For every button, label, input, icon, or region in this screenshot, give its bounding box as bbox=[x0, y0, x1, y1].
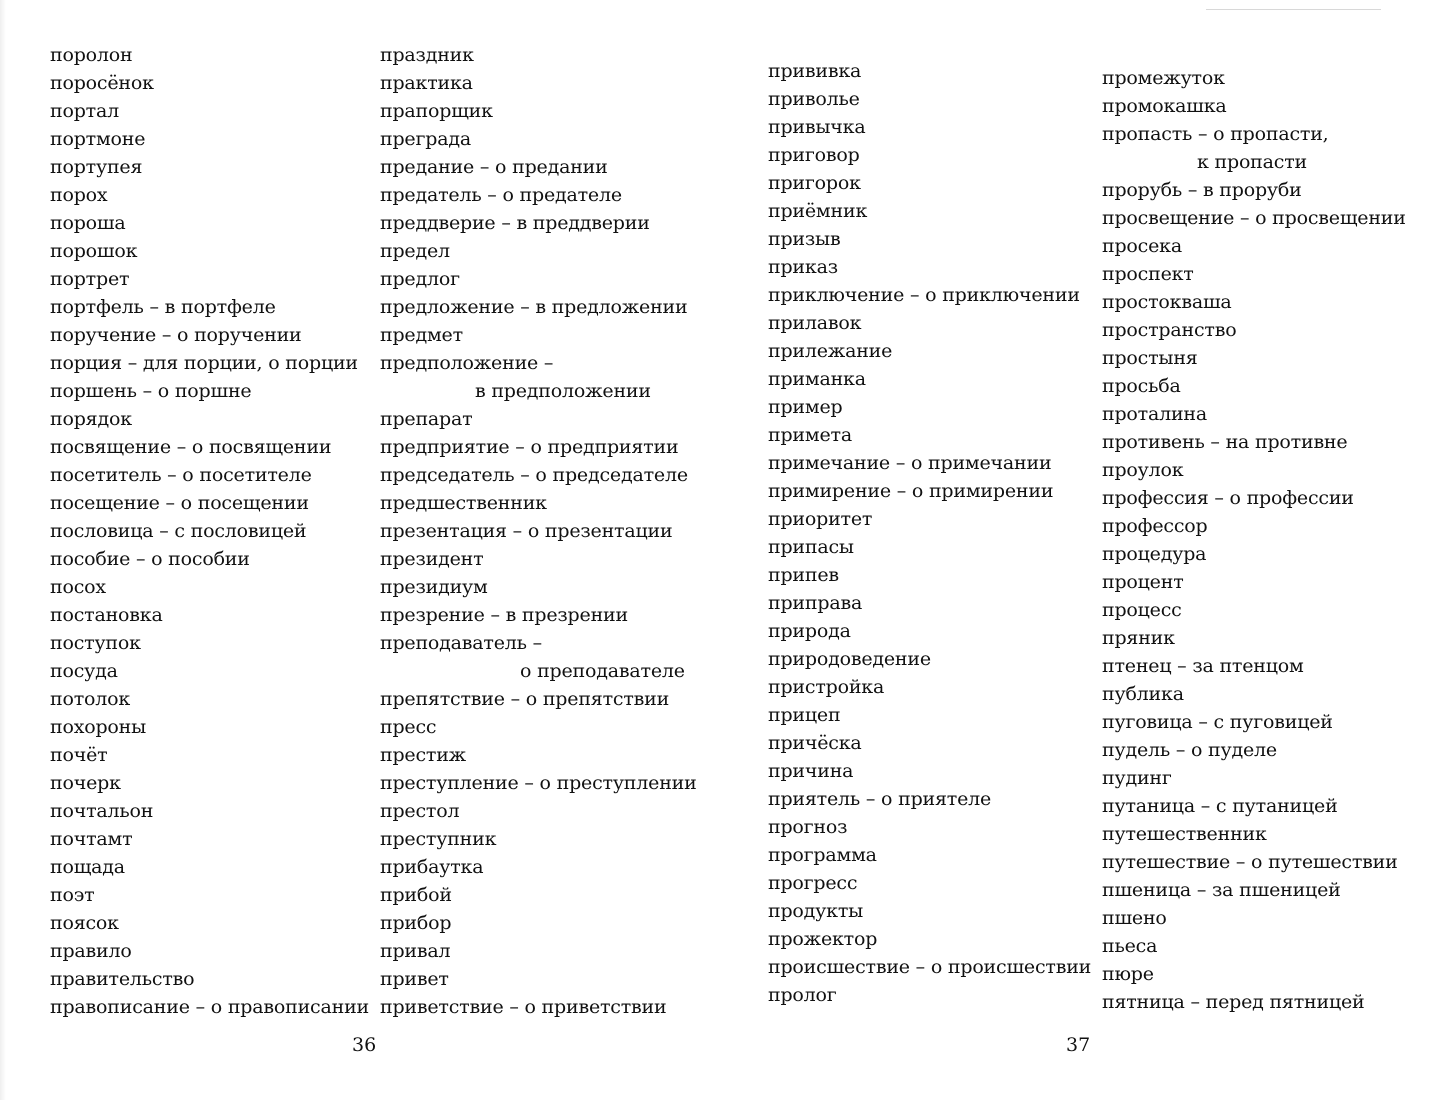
word-entry: председатель – о председателе bbox=[380, 464, 688, 486]
word-entry: путаница – с путаницей bbox=[1102, 795, 1338, 817]
word-entry: приветствие – о приветствии bbox=[380, 996, 667, 1018]
word-entry: процедура bbox=[1102, 543, 1207, 565]
word-entry: предположение – bbox=[380, 352, 554, 374]
word-entry: посетитель – о посетителе bbox=[50, 464, 312, 486]
word-entry: порядок bbox=[50, 408, 132, 430]
word-entry: презрение – в презрении bbox=[380, 604, 628, 626]
word-entry: преступление – о преступлении bbox=[380, 772, 697, 794]
word-entry: приоритет bbox=[768, 508, 873, 530]
word-entry: поролон bbox=[50, 44, 133, 66]
word-entry: о преподавателе bbox=[520, 660, 685, 682]
word-entry: приятель – о приятеле bbox=[768, 788, 992, 810]
word-entry: прилежание bbox=[768, 340, 893, 362]
word-entry: препятствие – о препятствии bbox=[380, 688, 670, 710]
word-entry: презентация – о презентации bbox=[380, 520, 673, 542]
word-entry: практика bbox=[380, 72, 473, 94]
word-entry: прогноз bbox=[768, 816, 848, 838]
word-entry: порох bbox=[50, 184, 108, 206]
word-entry: посещение – о посещении bbox=[50, 492, 309, 514]
word-entry: примета bbox=[768, 424, 852, 446]
word-entry: проулок bbox=[1102, 459, 1184, 481]
word-entry: причёска bbox=[768, 732, 862, 754]
word-entry: пшеница – за пшеницей bbox=[1102, 879, 1341, 901]
word-entry: предмет bbox=[380, 324, 463, 346]
word-entry: постановка bbox=[50, 604, 163, 626]
word-entry: профессия – о профессии bbox=[1102, 487, 1354, 509]
word-entry: привет bbox=[380, 968, 449, 990]
word-entry: поступок bbox=[50, 632, 141, 654]
word-entry: почтамт bbox=[50, 828, 133, 850]
word-entry: похороны bbox=[50, 716, 147, 738]
word-entry: посвящение – о посвящении bbox=[50, 436, 332, 458]
word-entry: процесс bbox=[1102, 599, 1182, 621]
word-entry: препарат bbox=[380, 408, 473, 430]
word-entry: престиж bbox=[380, 744, 466, 766]
word-entry: президиум bbox=[380, 576, 488, 598]
word-entry: просека bbox=[1102, 235, 1182, 257]
word-entry: потолок bbox=[50, 688, 131, 710]
word-entry: привычка bbox=[768, 116, 866, 138]
word-entry: правительство bbox=[50, 968, 195, 990]
word-entry: президент bbox=[380, 548, 484, 570]
word-entry: прилавок bbox=[768, 312, 862, 334]
word-entry: почёт bbox=[50, 744, 108, 766]
word-entry: почтальон bbox=[50, 800, 154, 822]
word-entry: прибаутка bbox=[380, 856, 484, 878]
word-entry: продукты bbox=[768, 900, 864, 922]
left-column-2 bbox=[380, 41, 697, 1021]
word-entry: предел bbox=[380, 240, 450, 262]
word-entry: простокваша bbox=[1102, 291, 1232, 313]
word-entry: преступник bbox=[380, 828, 497, 850]
word-entry: порошок bbox=[50, 240, 138, 262]
word-entry: портал bbox=[50, 100, 119, 122]
word-entry: путешественник bbox=[1102, 823, 1267, 845]
word-entry: преддверие – в преддверии bbox=[380, 212, 650, 234]
word-entry: причина bbox=[768, 760, 854, 782]
word-entry: прививка bbox=[768, 60, 862, 82]
word-entry: в предположении bbox=[475, 380, 651, 402]
word-entry: пословица – с пословицей bbox=[50, 520, 307, 542]
word-entry: птенец – за птенцом bbox=[1102, 655, 1304, 677]
word-entry: к пропасти bbox=[1197, 151, 1307, 173]
page-number-right: 37 bbox=[1066, 1034, 1091, 1056]
word-entry: привал bbox=[380, 940, 451, 962]
word-entry: пюре bbox=[1102, 963, 1154, 985]
word-entry: поручение – о поручении bbox=[50, 324, 302, 346]
word-entry: портупея bbox=[50, 156, 143, 178]
word-entry: пособие – о пособии bbox=[50, 548, 250, 570]
word-entry: приёмник bbox=[768, 200, 868, 222]
word-entry: проспект bbox=[1102, 263, 1194, 285]
right-column-1 bbox=[768, 57, 1091, 1009]
word-entry: пространство bbox=[1102, 319, 1237, 341]
word-entry: припев bbox=[768, 564, 839, 586]
word-entry: путешествие – о путешествии bbox=[1102, 851, 1398, 873]
word-entry: преподаватель – bbox=[380, 632, 542, 654]
word-entry: промежуток bbox=[1102, 67, 1225, 89]
word-entry: посуда bbox=[50, 660, 118, 682]
word-entry: поршень – о поршне bbox=[50, 380, 252, 402]
word-entry: противень – на противне bbox=[1102, 431, 1348, 453]
word-entry: пудель – о пуделе bbox=[1102, 739, 1277, 761]
word-entry: предатель – о предателе bbox=[380, 184, 622, 206]
word-entry: прапорщик bbox=[380, 100, 493, 122]
word-entry: предание – о предании bbox=[380, 156, 608, 178]
word-entry: приправа bbox=[768, 592, 863, 614]
top-rule-divider bbox=[1206, 9, 1381, 10]
word-entry: пример bbox=[768, 396, 843, 418]
word-entry: порция – для порции, о порции bbox=[50, 352, 358, 374]
word-entry: портмоне bbox=[50, 128, 146, 150]
word-entry: поросёнок bbox=[50, 72, 154, 94]
right-page bbox=[716, 0, 1433, 1100]
word-entry: портфель – в портфеле bbox=[50, 296, 276, 318]
right-column-2 bbox=[1102, 64, 1406, 1016]
word-entry: пуговица – с пуговицей bbox=[1102, 711, 1333, 733]
word-entry: приманка bbox=[768, 368, 866, 390]
word-entry: правило bbox=[50, 940, 132, 962]
word-entry: праздник bbox=[380, 44, 474, 66]
word-entry: пшено bbox=[1102, 907, 1167, 929]
word-entry: прибой bbox=[380, 884, 452, 906]
word-entry: пороша bbox=[50, 212, 126, 234]
word-entry: промокашка bbox=[1102, 95, 1227, 117]
word-entry: предложение – в предложении bbox=[380, 296, 688, 318]
word-entry: просьба bbox=[1102, 375, 1181, 397]
word-entry: пролог bbox=[768, 984, 837, 1006]
word-entry: публика bbox=[1102, 683, 1184, 705]
word-entry: пригорок bbox=[768, 172, 861, 194]
word-entry: профессор bbox=[1102, 515, 1208, 537]
word-entry: прогресс bbox=[768, 872, 858, 894]
word-entry: происшествие – о происшествии bbox=[768, 956, 1092, 978]
word-entry: простыня bbox=[1102, 347, 1198, 369]
word-entry: природоведение bbox=[768, 648, 931, 670]
word-entry: приговор bbox=[768, 144, 860, 166]
word-entry: программа bbox=[768, 844, 877, 866]
word-entry: пощада bbox=[50, 856, 125, 878]
word-entry: престол bbox=[380, 800, 460, 822]
word-entry: приключение – о приключении bbox=[768, 284, 1080, 306]
word-entry: приказ bbox=[768, 256, 838, 278]
word-entry: прожектор bbox=[768, 928, 878, 950]
word-entry: поясок bbox=[50, 912, 119, 934]
word-entry: природа bbox=[768, 620, 851, 642]
word-entry: призыв bbox=[768, 228, 841, 250]
word-entry: пятница – перед пятницей bbox=[1102, 991, 1365, 1013]
word-entry: прицеп bbox=[768, 704, 841, 726]
word-entry: примирение – о примирении bbox=[768, 480, 1054, 502]
word-entry: почерк bbox=[50, 772, 121, 794]
word-entry: пряник bbox=[1102, 627, 1175, 649]
word-entry: пудинг bbox=[1102, 767, 1172, 789]
word-entry: предшественник bbox=[380, 492, 547, 514]
word-entry: пропасть – о пропасти, bbox=[1102, 123, 1329, 145]
word-entry: процент bbox=[1102, 571, 1184, 593]
word-entry: пристройка bbox=[768, 676, 885, 698]
word-entry: посох bbox=[50, 576, 106, 598]
word-entry: портрет bbox=[50, 268, 130, 290]
page-number-left: 36 bbox=[352, 1034, 377, 1056]
left-page bbox=[0, 0, 716, 1100]
word-entry: пьеса bbox=[1102, 935, 1158, 957]
word-entry: пресс bbox=[380, 716, 437, 738]
word-entry: прорубь – в проруби bbox=[1102, 179, 1302, 201]
left-column-1 bbox=[50, 41, 369, 1021]
word-entry: приволье bbox=[768, 88, 860, 110]
word-entry: поэт bbox=[50, 884, 95, 906]
word-entry: преграда bbox=[380, 128, 471, 150]
word-entry: просвещение – о просвещении bbox=[1102, 207, 1406, 229]
word-entry: прибор bbox=[380, 912, 452, 934]
word-entry: правописание – о правописании bbox=[50, 996, 369, 1018]
word-entry: проталина bbox=[1102, 403, 1208, 425]
word-entry: примечание – о примечании bbox=[768, 452, 1052, 474]
word-entry: предприятие – о предприятии bbox=[380, 436, 679, 458]
word-entry: припасы bbox=[768, 536, 854, 558]
word-entry: предлог bbox=[380, 268, 460, 290]
